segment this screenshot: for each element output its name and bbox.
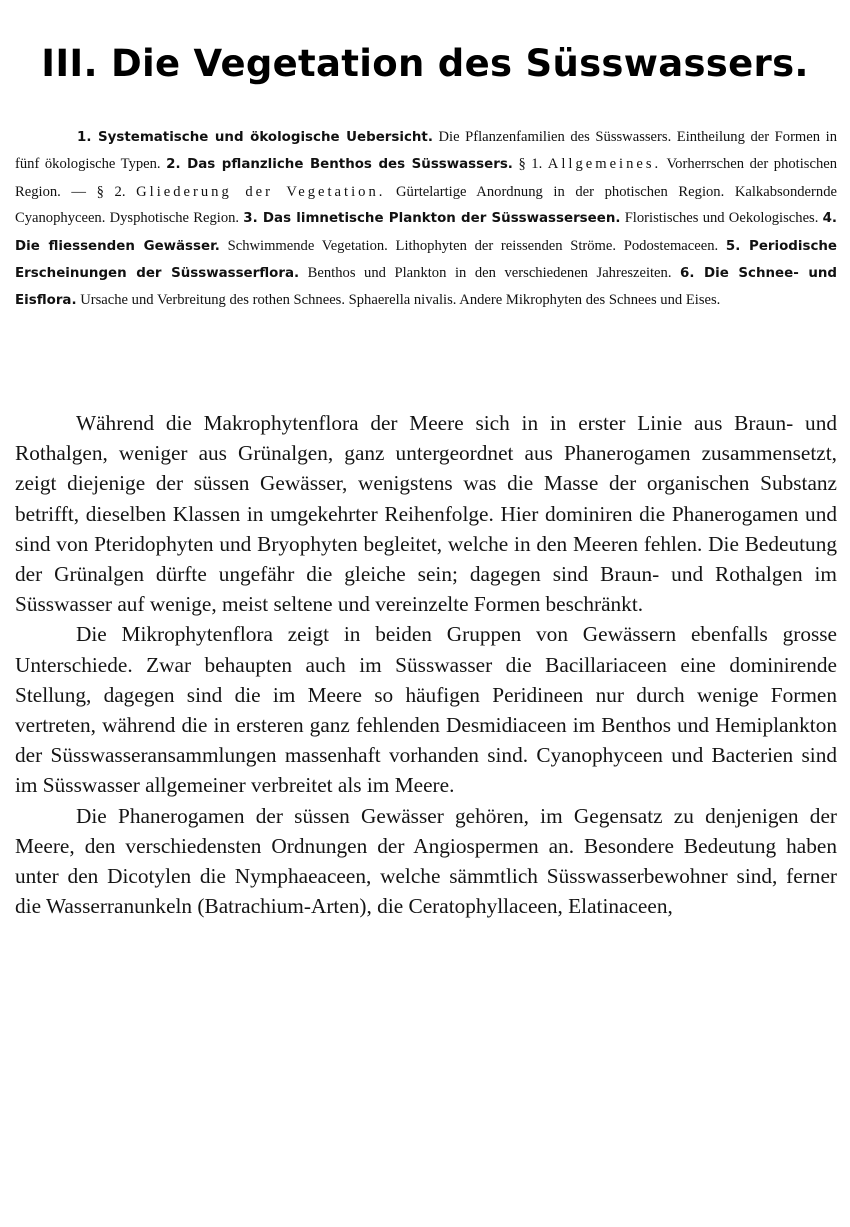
- chapter-title: III. Die Vegetation des Süsswassers.: [41, 42, 809, 85]
- chapter-summary: [15, 124, 837, 315]
- paragraph-number-1: § 1.: [518, 156, 543, 173]
- body-paragraph-2: Die Mikrophytenflora zeigt in beiden Gruppen von Gewässern ebenfalls grosse Unterschiede. Zwar behaupten auch im Süsswasser die Bacillariaceen eine dominirende Stellung, dagegen sind die im Meere so häufigen Peridineen nur durch wenige Formen vertreten, während die in ersteren ganz fehlenden Desmidiaceen im Benthos und Hemiplankton der Süsswasseransammlungen massenhaft vorhanden sind. Cyanophyceen und Bacterien sind im Süsswasser allgemeiner verbreitet als im Meere.: [15, 622, 837, 798]
- section-heading-5: 5. Periodische Erscheinungen der Süsswasserflora.: [15, 238, 838, 282]
- section-summary-1: Die Pflanzenfamilien des Süsswassers. Eintheilung der Formen in fünf ökologische Typen.: [15, 129, 837, 173]
- section-heading-6: 6. Die Schnee- und Eisflora.: [15, 266, 837, 309]
- section-summary-4: Schwimmende Vegetation. Lithophyten der reissenden Ströme. Podostemaceen.: [227, 237, 719, 254]
- section-summary-6: Ursache und Verbreitung des rothen Schnees. Sphaerella nivalis. Andere Mikrophyten des Schnees und Eises.: [80, 292, 721, 309]
- body-text: [15, 408, 837, 921]
- section-heading-2: 2. Das pflanzliche Benthos des Süsswassers.: [166, 157, 513, 173]
- subsection-summary-1: Vorherrschen der photischen Region. —: [15, 156, 838, 200]
- subsection-title-1: Allgemeines.: [547, 156, 662, 173]
- body-paragraph-1: Während die Makrophytenflora der Meere sich in in erster Linie aus Braun- und Rothalgen, weniger aus Grünalgen, ganz untergeordnet aus Phanerogamen zusammensetzt, zeigt diejenige der süssen Gewässer, wenigstens was die Masse der organischen Substanz betrifft, dieselben Klassen in umgekehrter Reihenfolge. Hier dominiren die Phanerogamen und sind von Pteridophyten und Bryophyten begleitet, welche in den Meeren fehlen. Die Bedeutung der Grünalgen dürfte ungefähr die gleiche sein; dagegen sind Braun- und Rothalgen im Süsswasser auf wenige, meist seltene und vereinzelte Formen beschränkt.: [15, 411, 837, 617]
- section-heading-4: 4. Die fliessenden Gewässer.: [15, 211, 838, 254]
- subsection-summary-2: Gürtelartige Anordnung in der photischen Region. Kalkabsondernde Cyanophyceen. Dysphotische Region.: [15, 183, 837, 227]
- body-paragraph-3: Die Phanerogamen der süssen Gewässer gehören, im Gegensatz zu denjenigen der Meere, den verschiedensten Ordnungen der Angiospermen an. Besondere Bedeutung haben unter den Dicotylen die Nymphaeaceen, welche sämmtlich Süsswasserbewohner sind, ferner die Wasserranunkeln (Batrachium-Arten), die Ceratophyllaceen, Elatinaceen,: [15, 803, 837, 919]
- section-heading-1: 1. Systematische und ökologische Uebersicht.: [77, 130, 433, 145]
- subsection-title-2: Gliederung der Vegetation.: [136, 183, 386, 200]
- section-heading-3: 3. Das limnetische Plankton der Süsswasserseen.: [243, 211, 621, 227]
- paragraph-number-2: § 2.: [96, 183, 126, 200]
- section-summary-3: Floristisches und Oekologisches.: [624, 210, 819, 227]
- section-summary-5: Benthos und Plankton in den verschiedenen Jahreszeiten.: [307, 265, 672, 282]
